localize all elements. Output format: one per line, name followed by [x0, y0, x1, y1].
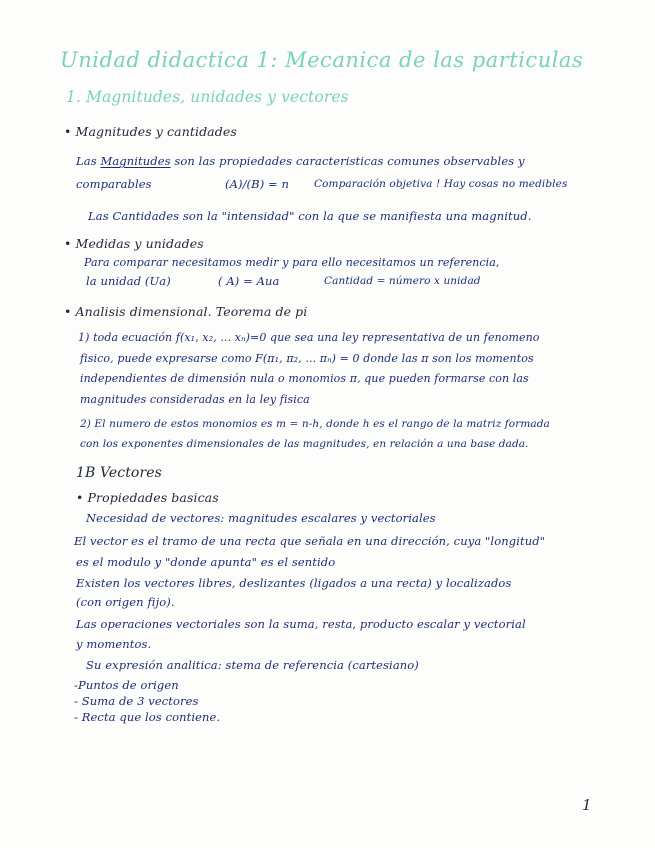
- magnitudes-note: Comparación objetiva ! Hay cosas no medibles: [314, 178, 568, 190]
- vectores-heading: • Propiedades basicas: [76, 490, 219, 505]
- page-subtitle: 1. Magnitudes, unidades y vectores: [66, 88, 349, 106]
- medidas-note: Cantidad = número x unidad: [324, 275, 481, 287]
- vectores-line-2: El vector es el tramo de una recta que señala en una dirección, cuya "longitud": [74, 534, 546, 548]
- medidas-unit: la unidad (Ua): [86, 274, 171, 288]
- analisis-p1-line-2: fisico, puede expresarse como F(π₁, π₂, ... πₙ) = 0 donde las π son los momentos: [80, 352, 534, 365]
- magnitudes-term: Magnitudes: [100, 154, 171, 168]
- analisis-heading: • Analisis dimensional. Teorema de pi: [64, 304, 308, 319]
- vectores-line-6: Las operaciones vectoriales son la suma, resta, producto escalar y vectorial: [76, 617, 526, 631]
- vectores-bullet-1: -Puntos de origen: [74, 678, 179, 692]
- magnitudes-line-1-prefix: Las: [76, 154, 101, 168]
- medidas-formula: ( A) = Aua: [218, 274, 280, 288]
- vectores-bullet-3: - Recta que los contiene.: [74, 710, 221, 724]
- vectores-line-4: Existen los vectores libres, deslizantes (ligados a una recta) y localizados: [76, 576, 512, 590]
- vectores-line-5: (con origen fijo).: [76, 595, 175, 609]
- magnitudes-line-1: [76, 155, 525, 169]
- magnitudes-line-3: Las Cantidades son la "intensidad" con la que se manifiesta una magnitud.: [88, 209, 532, 223]
- analisis-p2-line-1: 2) El numero de estos monomios es m = n-h, donde h es el rango de la matriz formada: [80, 418, 550, 430]
- vectores-line-8: Su expresión analitica: stema de referencia (cartesiano): [86, 658, 419, 672]
- vectores-bullet-2: - Suma de 3 vectores: [74, 694, 199, 708]
- magnitudes-comparables: comparables: [76, 177, 152, 191]
- magnitudes-formula: (A)/(B) = n: [225, 177, 290, 191]
- vectores-line-7: y momentos.: [76, 637, 152, 651]
- vectores-line-3: es el modulo y "donde apunta" es el sentido: [76, 555, 336, 569]
- analisis-p1-line-3: independientes de dimensión nula o monomios π, que pueden formarse con las: [80, 372, 529, 385]
- analisis-p1-line-4: magnitudes consideradas en la ley fisica: [80, 393, 310, 406]
- page-number: 1: [582, 796, 592, 814]
- analisis-p2-line-2: con los exponentes dimensionales de las magnitudes, en relación a una base dada.: [80, 438, 529, 450]
- medidas-heading: • Medidas y unidades: [64, 236, 204, 251]
- page-title: Unidad didactica 1: Mecanica de las particulas: [60, 48, 584, 72]
- magnitudes-line-1-rest: son las propiedades caracteristicas comunes observables y: [170, 154, 525, 168]
- vectores-line-1: Necesidad de vectores: magnitudes escalares y vectoriales: [86, 511, 436, 525]
- medidas-line-1: Para comparar necesitamos medir y para ello necesitamos un referencia,: [84, 256, 500, 269]
- magnitudes-heading: • Magnitudes y cantidades: [64, 124, 237, 139]
- analisis-p1-line-1: 1) toda ecuación f(x₁, x₂, ... xₙ)=0 que sea una ley representativa de un fenomeno: [78, 331, 540, 344]
- vectores-section-title: 1B Vectores: [76, 465, 162, 481]
